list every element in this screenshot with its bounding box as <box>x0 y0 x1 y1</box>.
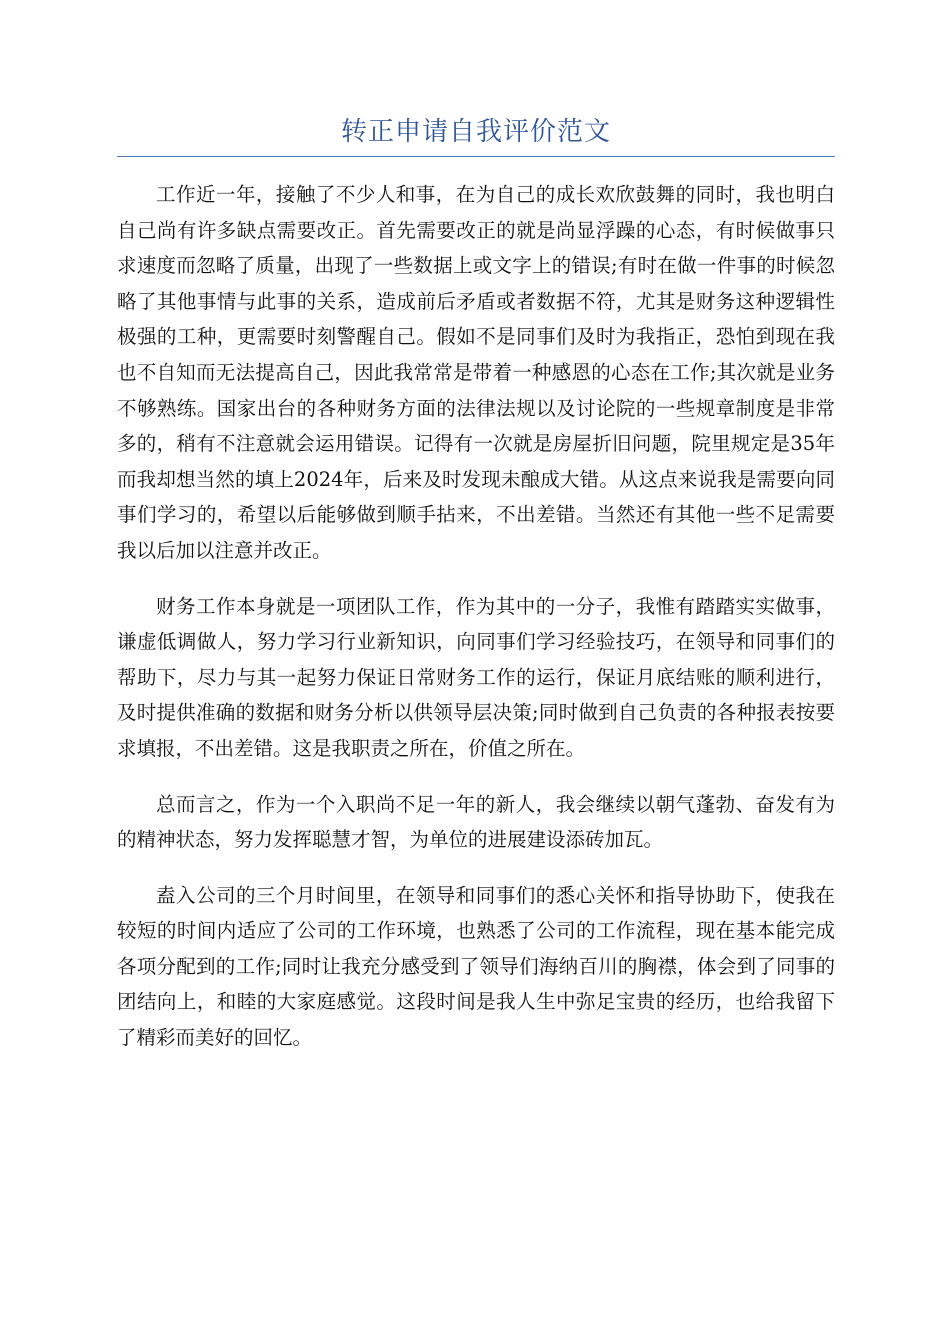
document-body <box>117 177 835 1056</box>
document-title: 转正申请自我评价范文 <box>340 117 611 147</box>
paragraph-3: 总而言之，作为一个入职尚不足一年的新人，我会继续以朝气蓬勃、奋发有为的精神状态，努力发挥聪慧才智，为单位的进展建设添砖加瓦。 <box>117 792 835 852</box>
paragraph-1: 工作近一年，接触了不少人和事，在为自己的成长欢欣鼓舞的同时，我也明白自己尚有许多缺点需要改正。首先需要改正的就是尚显浮躁的心态，有时候做事只求速度而忽略了质量，出现了一些数据上或文字上的错误;有时在做一件事的时候忽略了其他事情与此事的关系，造成前后矛盾或者数据不符，尤其是财务这种逻辑性极强的工种，更需要时刻警醒自己。假如不是同事们及时为我指正，恐怕到现在我也不自知而无法提高自己，因此我常常是带着一种感恩的心态在工作;其次就是业务不够熟练。国家出台的各种财务方面的法律法规以及讨论院的一些规章制度是非常多的，稍有不注意就会运用错误。记得有一次就是房屋折旧问题，院里规定是35年而我却想当然的填上2024年，后来及时发现未酿成大错。从这点来说我是需要向同事们学习的，希望以后能够做到顺手拈来，不出差错。当然还有其他一些不足需要我以后加以注意并改正。 <box>117 183 835 562</box>
paragraph-2: 财务工作本身就是一项团队工作，作为其中的一分子，我惟有踏踏实实做事，谦虚低调做人，努力学习行业新知识，向同事们学习经验技巧，在领导和同事们的帮助下，尽力与其一起努力保证日常财务工作的运行，保证月底结账的顺利进行，及时提供准确的数据和财务分析以供领导层决策;同时做到自己负责的各种报表按要求填报，不出差错。这是我职责之所在，价值之所在。 <box>117 594 835 760</box>
paragraph-4: 盍入公司的三个月时间里，在领导和同事们的悉心关怀和指导协助下，使我在较短的时间内适应了公司的工作环境，也熟悉了公司的工作流程，现在基本能完成各项分配到的工作;同时让我充分感受到了领导们海纳百川的胸襟，体会到了同事的团结向上，和睦的大家庭感觉。这段时间是我人生中弥足宝贵的经历，也给我留下了精彩而美好的回忆。 <box>117 883 835 1050</box>
title-block <box>117 112 835 157</box>
